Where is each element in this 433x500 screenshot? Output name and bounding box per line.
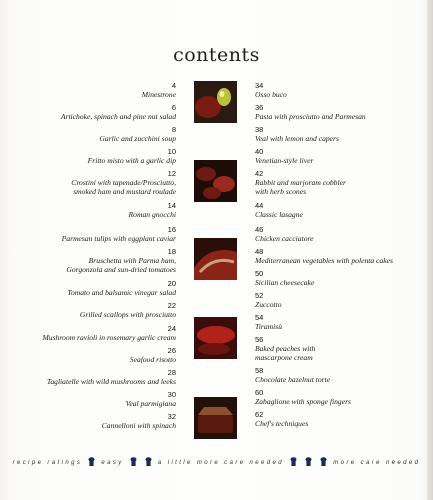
entry-title: Tomato and balsamic vinegar salad [67,288,176,297]
chef-hat-icon [130,457,137,469]
contents-entry [255,291,405,309]
entry-title: Osso buco [255,90,287,99]
entry-page-number: 18 [167,247,176,256]
legend-label: recipe ratings [12,460,83,466]
contents-entry [40,103,176,121]
contents-entry [255,169,405,196]
entry-title: Venetian-style liver [255,156,314,165]
contents-entry [40,301,176,319]
entry-title: Chef's techniques [255,419,309,428]
chef-hat-icon [320,457,327,469]
chef-hat-icon [145,457,152,469]
entry-title: Rabbit and marjoram cobbler [255,178,346,187]
entry-page-number: 56 [255,335,264,344]
contents-entry [255,366,405,384]
entry-title: Zuccotto [255,300,282,309]
food-photo-icon [194,317,237,359]
entry-title: with herb scones [255,187,307,196]
contents-entry [255,125,405,143]
entry-title: Tagliatelle with wild mushrooms and leeks [46,377,176,386]
entry-page-number: 40 [255,147,264,156]
entry-title: Crostini with tapenade/Prosciutto, [71,178,176,187]
entry-title: Chocolate hazelnut torte [255,375,331,384]
food-photo-icon [194,238,237,280]
contents-entry [255,335,405,362]
entry-page-number: 54 [255,313,264,322]
entry-page-number: 24 [167,324,176,333]
entry-title: Sicilian cheesecake [255,278,315,287]
contents-entry [40,225,176,243]
entry-page-number: 58 [255,366,264,375]
contents-entry [40,412,176,430]
entry-page-number: 30 [167,390,176,399]
contents-entry [40,147,176,165]
legend-easy: easy [101,460,124,466]
contents-entry [255,201,405,219]
entry-title: Garlic and zucchini soup [99,134,176,143]
entry-title: Mushroom ravioli in rosemary garlic cream [42,333,176,342]
entry-title: Fritto misto with a garlic dip [87,156,176,165]
chef-hat-icon [305,457,312,469]
entry-page-number: 50 [255,269,264,278]
chef-hat-icon [88,457,95,469]
entry-title: Minestrone [141,90,176,99]
contents-entry [40,169,176,196]
entry-title: smoked ham and mustard roulade [73,187,176,196]
entry-title: Seafood risotto [129,355,176,364]
entry-page-number: 20 [167,279,176,288]
entry-page-number: 34 [255,81,264,90]
entry-page-number: 52 [255,291,264,300]
contents-entry [255,147,405,165]
entry-page-number: 4 [171,81,176,90]
entry-title: Roman gnocchi [128,210,176,219]
contents-entry [40,81,176,99]
entry-page-number: 10 [167,147,176,156]
food-photo-icon [194,160,237,202]
entry-page-number: 46 [255,225,264,234]
contents-entry [255,313,405,331]
entry-page-number: 62 [255,410,264,419]
entry-page-number: 22 [167,301,176,310]
entry-page-number: 28 [167,368,176,377]
entry-page-number: 8 [171,125,176,134]
contents-entry [40,324,176,342]
contents-entry [40,247,176,274]
entry-title: Cannelloni with spinach [101,421,176,430]
entry-title: Zabaglione with sponge fingers [255,397,351,406]
entry-title: Classic lasagne [255,210,303,219]
entry-title: mascarpone cream [255,353,313,362]
entry-page-number: 32 [167,412,176,421]
entry-title: Baked peaches with [255,344,316,353]
contents-entry [40,125,176,143]
entry-title: Gorgonzola and sun-dried tomatoes [66,265,176,274]
contents-entry [40,368,176,386]
food-photo-icon [194,397,237,439]
contents-entry [255,225,405,243]
contents-entry [40,201,176,219]
entry-title: Pasta with prosciutto and Parmesan [255,112,366,121]
page-binding-shadow [427,0,433,500]
entry-page-number: 38 [255,125,264,134]
contents-entry [255,247,405,265]
contents-entry [40,279,176,297]
entry-page-number: 60 [255,388,264,397]
entry-title: Parmesan tulips with eggplant caviar [61,234,176,243]
entry-title: Artichoke, spinach and pine nut salad [60,112,176,121]
entry-page-number: 16 [167,225,176,234]
chef-hat-icon [290,457,297,469]
entry-title: Veal parmigiana [125,399,176,408]
contents-entry [255,269,405,287]
entry-page-number: 48 [255,247,264,256]
entry-page-number: 42 [255,169,264,178]
entry-title: Grilled scallops with prosciutto [79,310,176,319]
contents-entry [255,81,405,99]
entry-title: Bruschetta with Parma ham, [88,256,176,265]
contents-entry [255,103,405,121]
legend-medium: a little more care needed [157,460,284,466]
contents-entry [40,390,176,408]
entry-page-number: 6 [171,103,176,112]
legend-hard: more care needed [333,460,421,466]
entry-page-number: 12 [167,169,176,178]
entry-page-number: 14 [167,201,176,210]
entry-page-number: 44 [255,201,264,210]
entry-title: Veal with lemon and capers [255,134,339,143]
entry-page-number: 36 [255,103,264,112]
entry-title: Chicken cacciatore [255,234,314,243]
recipe-ratings-legend [0,457,433,469]
contents-entry [255,388,405,406]
entry-title: Mediterranean vegetables with polenta cakes [255,256,393,265]
food-photo-icon [194,81,237,123]
entry-page-number: 26 [167,346,176,355]
contents-entry [255,410,405,428]
entry-title: Tiramisù [255,322,283,331]
contents-entry [40,346,176,364]
page-title: contents [173,44,260,66]
